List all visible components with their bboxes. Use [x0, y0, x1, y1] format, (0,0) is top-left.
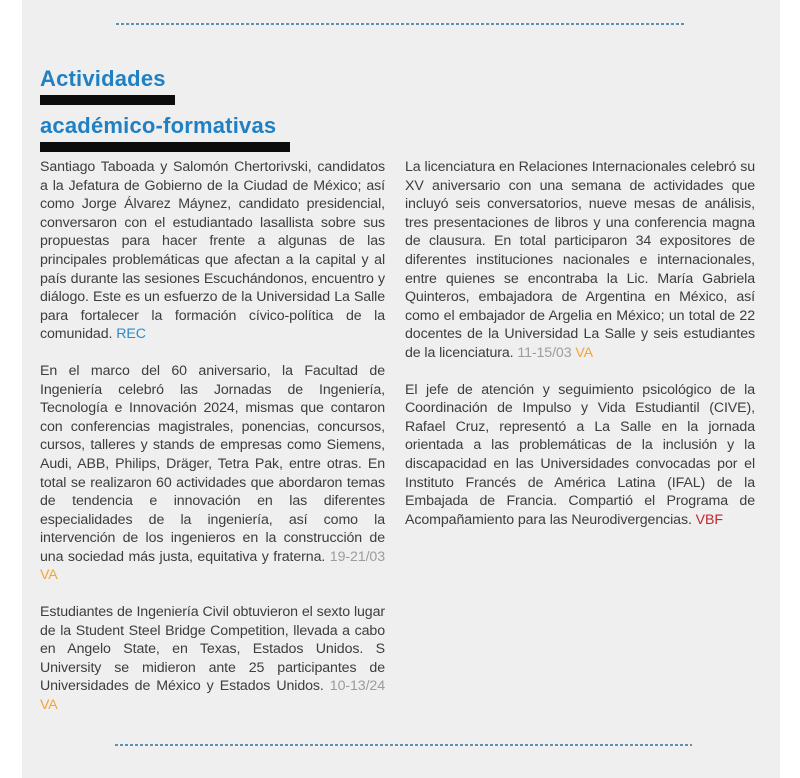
- article-paragraph: [405, 381, 755, 530]
- article-tag: VA: [40, 567, 58, 584]
- article-text: La licenciatura en Relaciones Internacionales celebró su XV aniversario con una semana de actividades que incluyó seis conversatorios, nueve mesas de análisis, tres presentaciones de libros y una conferencia magna de clausura. En total participaron 34 expositores de diferentes instituciones nacionales e internacionales, entre quienes se encontraba la Lic. María Gabriela Quinteros, embajadora de Argentina en México, así como el embajador de Argelia en México; un total de 22 docentes de la Universidad La Salle y seis estudiantes de la licenciatura.: [405, 159, 755, 361]
- column-left: [40, 158, 385, 733]
- dashed-divider-top: [116, 23, 686, 25]
- article-paragraph: [40, 603, 385, 715]
- page-content: [40, 66, 755, 733]
- article-tag: REC: [116, 326, 146, 343]
- title-underline-bar-2: [40, 142, 290, 152]
- article-tag: VBF: [695, 511, 723, 528]
- article-text: Santiago Taboada y Salomón Chertorivski, candidatos a la Jefatura de Gobierno de la Ciudad de México; así como Jorge Álvarez Máynez, candidato presidencial, conversaron con el estudiantado lasallista sobre sus propuestas para hacer frente a algunas de las principales problemáticas que afectan a la capital y al país durante las sesiones Escuchándonos, encuentro y diálogo. Este es un esfuerzo de la Universidad La Salle para fortalecer la formación cívico-política de la comunidad.: [40, 159, 385, 343]
- section-title-line-1: Actividades: [40, 66, 166, 91]
- article-paragraph: [40, 158, 385, 344]
- article-paragraph: [40, 362, 385, 585]
- article-date: 19-21/03: [329, 548, 385, 565]
- section-title-line-2: académico-formativas: [40, 113, 277, 138]
- title-underline-bar-1: [40, 95, 175, 105]
- article-columns: [40, 158, 755, 733]
- article-date: 11-15/03: [517, 344, 576, 361]
- document-page: [22, 0, 780, 778]
- article-text: En el marco del 60 aniversario, la Facultad de Ingeniería celebró las Jornadas de Ingeniería, Tecnología e Innovación 2024, mismas que contaron con conferencias magistrales, ponencias, concursos, cursos, talleres y stands de empresas como Siemens, Audi, ABB, Philips, Dräger, Tetra Pak, entre otras. En total se realizaron 60 actividades que abordaron temas de tendencia e innovación en las diferentes especialidades de la ingeniería, así como la intervención de los ingenieros en la construcción de una sociedad más justa, equitativa y fraterna.: [40, 362, 385, 565]
- article-tag: VA: [575, 344, 594, 361]
- section-title: [40, 66, 755, 152]
- article-tag: VA: [40, 697, 58, 714]
- dashed-divider-bottom: [115, 744, 692, 746]
- column-right: [405, 158, 755, 733]
- article-paragraph: [405, 158, 755, 363]
- article-date: 10-13/24: [329, 678, 385, 695]
- article-text: Estudiantes de Ingeniería Civil obtuvieron el sexto lugar de la Student Steel Bridge Competition, llevada a cabo en Angelo State, en Texas, Estados Unidos. S University se midieron ante 25 participantes de Universidades de México y Estados Unidos.: [40, 604, 385, 695]
- article-text: El jefe de atención y seguimiento psicológico de la Coordinación de Impulso y Vida Estudiantil (CIVE), Rafael Cruz, representó a La Salle en la jornada orientada a las problemáticas de la inclusión y la discapacidad en las Universidades convocadas por el Instituto Francés de América Latina (IFAL) de la Embajada de Francia. Compartió el Programa de Acompañamiento para las Neurodivergencias.: [405, 381, 755, 528]
